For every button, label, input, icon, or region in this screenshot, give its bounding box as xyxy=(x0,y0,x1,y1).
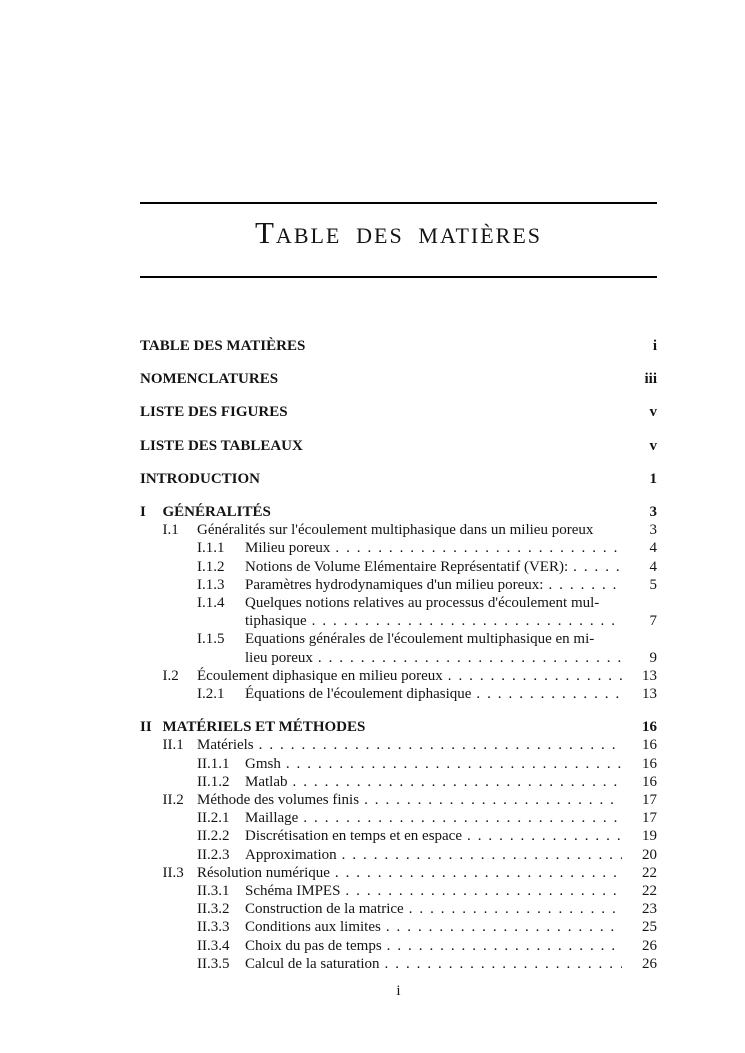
toc-entry-number: II.3.3 xyxy=(197,919,230,936)
toc-entry-title: Milieu poreux xyxy=(245,540,331,557)
toc-entry xyxy=(140,809,657,827)
toc-entry-title: lieu poreux xyxy=(245,649,313,666)
toc-entry-page: 26 xyxy=(642,955,657,972)
toc-entry xyxy=(140,791,657,809)
toc-entry-page: 1 xyxy=(649,470,657,487)
toc-entry-page: 3 xyxy=(649,504,657,521)
toc-entry xyxy=(140,437,657,455)
toc-entry-page: 13 xyxy=(642,667,657,684)
toc-entry-title: Equations générales de l'écoulement multiphasique en mi- xyxy=(245,631,595,648)
dot-leader xyxy=(476,685,622,703)
toc-entry-number: I.1.1 xyxy=(197,540,225,557)
toc-entry xyxy=(140,685,657,703)
dot-leader xyxy=(345,882,622,900)
toc-entry xyxy=(140,736,657,754)
header-rule-bottom xyxy=(140,276,657,278)
toc-entry xyxy=(140,470,657,488)
toc-entry-title: Matériels xyxy=(197,737,254,754)
dot-leader xyxy=(385,955,622,973)
toc-entry-title: Quelques notions relatives au processus d'écoulement mul- xyxy=(245,595,600,612)
toc-entry-title: INTRODUCTION xyxy=(140,470,261,487)
toc-entry-page: 17 xyxy=(642,792,657,809)
toc-entry xyxy=(140,773,657,791)
toc-entry-page: 16 xyxy=(642,719,657,736)
toc-entry-title: Paramètres hydrodynamiques d'un milieu poreux: xyxy=(245,576,544,593)
toc-entry-page: 3 xyxy=(649,522,657,539)
toc-entry-title: Gmsh xyxy=(245,755,281,772)
toc-entry-page: 25 xyxy=(642,919,657,936)
dot-leader xyxy=(259,736,622,754)
toc-entry xyxy=(140,718,657,736)
toc-entry-number: I.1.4 xyxy=(197,595,225,612)
dot-leader xyxy=(286,755,622,773)
toc-entry-number: II.3.2 xyxy=(197,901,230,918)
toc-entry xyxy=(140,576,657,594)
dot-leader xyxy=(386,918,622,936)
toc-entry-number: II.2.3 xyxy=(197,846,230,863)
toc-entry-title: Équations de l'écoulement diphasique xyxy=(245,686,472,703)
toc-entry-title: tiphasique xyxy=(245,613,307,630)
toc-entry-number: II.1.2 xyxy=(197,773,230,790)
toc-entry xyxy=(140,521,657,539)
toc-entry-page: 23 xyxy=(642,901,657,918)
toc-entry-title: LISTE DES TABLEAUX xyxy=(140,437,303,454)
toc-entry-title: Construction de la matrice xyxy=(245,901,404,918)
toc-entry-page: iii xyxy=(644,371,657,388)
toc-entry-title: GÉNÉRALITÉS xyxy=(162,504,271,521)
toc-entry-title: Méthode des volumes finis xyxy=(197,792,360,809)
toc-entry-page: 4 xyxy=(649,540,657,557)
toc-entry-title: Discrétisation en temps et en espace xyxy=(245,828,463,845)
header-rule-top xyxy=(140,202,657,204)
dot-leader xyxy=(448,667,622,685)
toc-entry xyxy=(140,630,657,648)
toc-entry-page: v xyxy=(649,404,657,421)
toc-entry xyxy=(140,558,657,576)
toc-entry-number: II.3.5 xyxy=(197,955,230,972)
toc-entry xyxy=(140,539,657,557)
toc-entry-number: II.2 xyxy=(162,792,184,809)
toc-entry-page: 20 xyxy=(642,846,657,863)
dot-leader xyxy=(467,827,622,845)
toc-entry-page: v xyxy=(649,437,657,454)
dot-leader xyxy=(342,846,622,864)
toc-entry-title: Choix du pas de temps xyxy=(245,937,382,954)
toc-entry xyxy=(140,337,657,355)
toc-entry-title: MATÉRIELS ET MÉTHODES xyxy=(162,719,366,736)
toc-entry xyxy=(140,594,657,612)
toc-entry-page: 16 xyxy=(642,737,657,754)
toc-entry-page: 19 xyxy=(642,828,657,845)
toc-entry-title: Schéma IMPES xyxy=(245,883,341,900)
dot-leader xyxy=(335,539,622,557)
toc-entry-number: II.1.1 xyxy=(197,755,230,772)
toc-entry-title: TABLE DES MATIÈRES xyxy=(140,338,306,354)
dot-leader xyxy=(548,576,622,594)
toc-entry-number: I.1.5 xyxy=(197,631,225,648)
toc-entry-number: I xyxy=(140,504,146,521)
toc-entry xyxy=(140,955,657,973)
toc-entry-number: I.1 xyxy=(162,522,179,539)
toc-entry-number: II.3.4 xyxy=(197,937,230,954)
dot-leader xyxy=(293,773,623,791)
footer-page-number: i xyxy=(396,983,401,999)
dot-leader xyxy=(573,558,622,576)
toc-entry xyxy=(140,882,657,900)
toc-entry-page: 26 xyxy=(642,937,657,954)
toc-entry-page: 4 xyxy=(649,558,657,575)
toc-entry xyxy=(140,827,657,845)
toc-entry-title: Résolution numérique xyxy=(197,864,330,881)
toc-entry-continuation xyxy=(140,612,657,630)
toc-entry-title: Généralités sur l'écoulement multiphasique dans un milieu poreux xyxy=(197,522,594,539)
toc-entry-number: II xyxy=(140,719,152,736)
toc-entry-title: NOMENCLATURES xyxy=(140,371,279,388)
toc-entry xyxy=(140,864,657,882)
dot-leader xyxy=(303,809,622,827)
toc xyxy=(140,322,657,973)
toc-entry xyxy=(140,503,657,521)
toc-entry-title: LISTE DES FIGURES xyxy=(140,404,288,421)
toc-entry-page: i xyxy=(652,338,657,354)
dot-leader xyxy=(335,864,622,882)
toc-entry-title: Approximation xyxy=(245,846,337,863)
toc-entry-title: Matlab xyxy=(245,773,288,790)
toc-entry-page: 16 xyxy=(642,773,657,790)
toc-entry-page: 17 xyxy=(642,810,657,827)
toc-entry xyxy=(140,846,657,864)
toc-entry-page: 9 xyxy=(649,649,657,666)
toc-entry xyxy=(140,918,657,936)
toc-entry xyxy=(140,370,657,388)
toc-entry-page: 22 xyxy=(642,883,657,900)
toc-entry-number: I.2.1 xyxy=(197,686,225,703)
toc-entry-number: II.3.1 xyxy=(197,883,230,900)
toc-entry-title: Conditions aux limites xyxy=(245,919,381,936)
toc-entry-page: 16 xyxy=(642,755,657,772)
toc-entry-page: 22 xyxy=(642,864,657,881)
toc-entry-number: II.3 xyxy=(162,864,184,881)
toc-entry-title: Maillage xyxy=(245,810,299,827)
toc-entry-title: Calcul de la saturation xyxy=(245,955,380,972)
dot-leader xyxy=(364,791,622,809)
toc-entry-title: Notions de Volume Elémentaire Représentatif (VER): xyxy=(245,558,569,575)
toc-entry-number: I.1.3 xyxy=(197,576,225,593)
toc-entry xyxy=(140,937,657,955)
dot-leader xyxy=(387,937,622,955)
dot-leader xyxy=(409,900,622,918)
toc-entry-title: Écoulement diphasique en milieu poreux xyxy=(197,667,443,684)
toc-entry-number: II.2.1 xyxy=(197,810,230,827)
toc-entry-continuation xyxy=(140,649,657,667)
page-title: Table des matières xyxy=(255,215,542,250)
toc-entry-number: II.1 xyxy=(162,737,184,754)
toc-entry-page: 7 xyxy=(649,613,657,630)
dot-leader xyxy=(312,612,622,630)
toc-entry-number: I.2 xyxy=(162,667,179,684)
toc-entry xyxy=(140,755,657,773)
toc-entry-page: 13 xyxy=(642,686,657,703)
dot-leader xyxy=(318,649,622,667)
toc-entry-page: 5 xyxy=(649,576,657,593)
toc-entry xyxy=(140,403,657,421)
toc-entry xyxy=(140,667,657,685)
toc-entry-number: I.1.2 xyxy=(197,558,225,575)
toc-entry-number: II.2.2 xyxy=(197,828,230,845)
toc-entry xyxy=(140,900,657,918)
